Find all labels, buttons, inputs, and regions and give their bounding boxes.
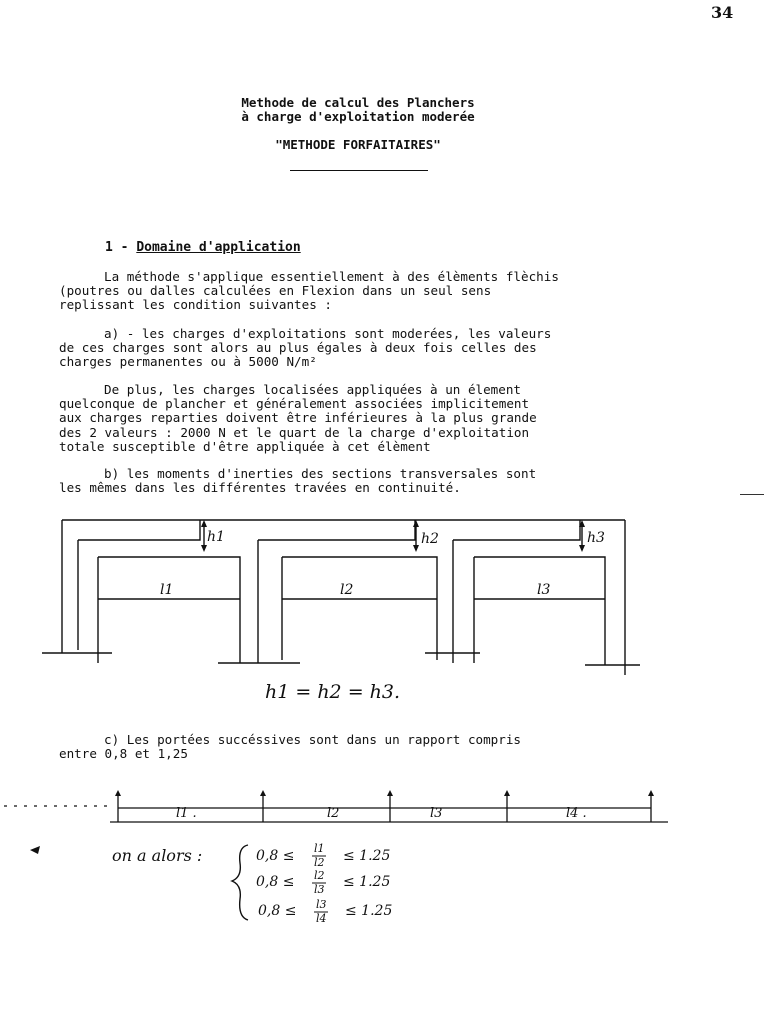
curly-brace	[232, 845, 248, 920]
l2-label: l2	[340, 582, 354, 598]
margin-mark	[740, 494, 764, 495]
ratios-block	[0, 835, 768, 935]
condition-a-line: de ces charges sont alors au plus égales à deux fois celles des	[59, 340, 537, 356]
l1-label: l1	[160, 582, 174, 598]
ratio-2-low: 0,8 ≤	[256, 874, 295, 890]
condition-b-line: les mêmes dans les différentes travées en continuité.	[59, 480, 461, 496]
ratio-1-high: ≤ 1.25	[343, 848, 391, 864]
condition-a-line: charges permanentes ou à 5000 N/m²	[59, 354, 317, 370]
frames-diagram	[0, 505, 768, 720]
ratio-3-high: ≤ 1.25	[345, 903, 393, 919]
bullet-mark	[30, 846, 40, 854]
title-line-2: à charge d'exploitation moderée	[241, 109, 475, 124]
condition-c-line: c) Les portées succéssives sont dans un rapport compris	[104, 732, 522, 747]
section-title: Domaine d'application	[136, 240, 301, 255]
ratio-2-high: ≤ 1.25	[343, 874, 391, 890]
ratio-1-num: l1	[314, 842, 325, 855]
span-l4-label: l4 .	[566, 806, 587, 821]
intro-line: replissant les condition suivantes :	[59, 297, 332, 313]
section-number: 1 -	[105, 240, 129, 255]
ratio-3-den: l4	[316, 912, 327, 925]
intro-line: (poutres ou dalles calculées en Flexion dans un seul sens	[59, 283, 492, 299]
ratio-1-low: 0,8 ≤	[256, 848, 295, 864]
h3-label: h3	[587, 530, 605, 546]
de-plus-line: quelconque de plancher et généralement associées implicitement	[59, 396, 530, 412]
ratio-3-num: l3	[316, 898, 327, 911]
ratio-1-den: l2	[314, 856, 325, 869]
intro-line: La méthode s'applique essentiellement à des élèments flèchis	[104, 269, 559, 284]
de-plus-line: aux charges reparties doivent être inférieures à la plus grande	[59, 410, 537, 426]
title-subtitle: "METHODE FORFAITAIRES"	[275, 137, 441, 152]
spans-diagram	[0, 780, 768, 830]
de-plus-line: De plus, les charges localisées appliquées à un élement	[104, 382, 522, 397]
h2-label: h2	[421, 531, 439, 547]
de-plus-line: des 2 valeurs : 2000 N et le quart de la charge d'exploitation	[59, 424, 530, 440]
condition-b-line: b) les moments d'inerties des sections transversales sont	[104, 466, 537, 481]
ratio-2-num: l2	[314, 869, 325, 882]
condition-c-line: entre 0,8 et 1,25	[59, 746, 188, 762]
h1-label: h1	[207, 529, 225, 545]
title-underline	[290, 170, 428, 171]
l3-label: l3	[537, 582, 551, 598]
condition-b-paragraph	[59, 467, 652, 495]
span-l1-label: l1 .	[176, 806, 197, 821]
conclusion-lead: on a alors :	[112, 846, 203, 865]
heights-equation: h1 = h2 = h3.	[265, 681, 401, 703]
span-l2-label: l2	[327, 806, 340, 821]
title-line-1: Methode de calcul des Planchers	[241, 95, 475, 110]
condition-a-line: a) - les charges d'exploitations sont moderées, les valeurs	[104, 326, 552, 341]
intro-paragraph	[59, 270, 652, 313]
document-title	[120, 96, 596, 152]
span-l3-label: l3	[430, 806, 443, 821]
ratio-2-den: l3	[314, 883, 325, 896]
page-number: 34	[711, 3, 734, 22]
de-plus-line: totale susceptible d'être appliquée à cet élèment	[59, 438, 431, 454]
de-plus-paragraph	[59, 383, 652, 454]
condition-a-paragraph	[59, 327, 652, 370]
section-heading	[105, 240, 301, 255]
ratio-3-low: 0,8 ≤	[258, 903, 297, 919]
condition-c-paragraph	[59, 733, 652, 761]
